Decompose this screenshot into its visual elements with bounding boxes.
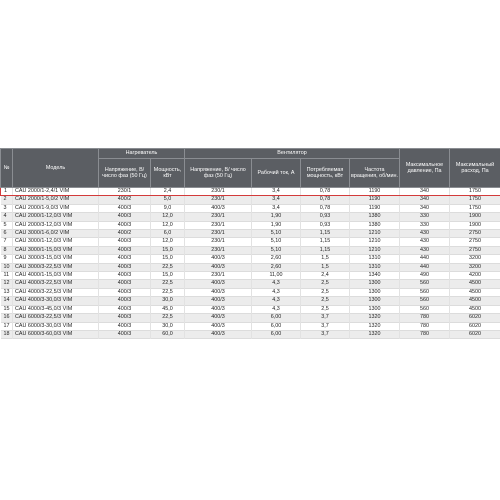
cell-fan-power: 3,7 [301, 322, 350, 330]
cell-heater-voltage: 400/3 [99, 272, 151, 280]
cell-max-pressure: 490 [400, 272, 450, 280]
cell-fan-power: 2,5 [301, 305, 350, 313]
cell-heater-voltage: 400/3 [99, 280, 151, 288]
cell-max-pressure: 560 [400, 280, 450, 288]
cell-heater-voltage: 400/3 [99, 330, 151, 338]
cell-heater-voltage: 400/3 [99, 221, 151, 229]
cell-model: CAU 2000/1-9,0/3 VIM [13, 204, 99, 212]
table-row[interactable] [1, 196, 500, 204]
cell-fan-power: 1,5 [301, 255, 350, 263]
table-row[interactable] [1, 221, 500, 229]
col-max-flow-header: Максимальный расход, Па [450, 149, 500, 188]
cell-fan-current: 6,00 [252, 322, 301, 330]
cell-fan-current: 4,3 [252, 297, 301, 305]
cell-heater-power: 9,0 [151, 204, 185, 212]
cell-fan-power: 2,5 [301, 297, 350, 305]
cell-model: CAU 6000/3-22,5/3 VIM [13, 314, 99, 322]
cell-num: 6 [1, 230, 13, 238]
cell-heater-power: 15,0 [151, 246, 185, 254]
cell-fan-speed: 1190 [350, 204, 400, 212]
cell-fan-power: 3,7 [301, 314, 350, 322]
cell-num: 15 [1, 305, 13, 313]
cell-fan-current: 4,3 [252, 280, 301, 288]
cell-max-flow: 4500 [450, 288, 500, 296]
cell-heater-power: 22,5 [151, 263, 185, 271]
cell-num: 11 [1, 272, 13, 280]
cell-heater-voltage: 400/2 [99, 230, 151, 238]
cell-num: 1 [1, 188, 13, 196]
cell-model: CAU 3000/3-22,5/3 VIM [13, 263, 99, 271]
col-heater-voltage-header: Напряжение, В/ число фаз (50 Гц) [99, 159, 151, 188]
cell-max-pressure: 430 [400, 246, 450, 254]
cell-max-pressure: 440 [400, 255, 450, 263]
cell-max-flow: 6020 [450, 322, 500, 330]
table-row[interactable] [1, 297, 500, 305]
cell-max-flow: 3200 [450, 255, 500, 263]
cell-fan-current: 3,4 [252, 196, 301, 204]
cell-heater-voltage: 400/3 [99, 246, 151, 254]
cell-heater-voltage: 400/3 [99, 297, 151, 305]
cell-fan-speed: 1300 [350, 288, 400, 296]
cell-max-pressure: 430 [400, 238, 450, 246]
cell-fan-voltage: 230/1 [185, 272, 252, 280]
cell-heater-power: 5,0 [151, 196, 185, 204]
table-row[interactable] [1, 246, 500, 254]
cell-max-flow: 2750 [450, 230, 500, 238]
cell-num: 7 [1, 238, 13, 246]
col-heater-power-header: Мощность, кВт [151, 159, 185, 188]
cell-max-pressure: 560 [400, 305, 450, 313]
cell-fan-voltage: 400/3 [185, 322, 252, 330]
cell-max-flow: 1750 [450, 188, 500, 196]
cell-max-pressure: 440 [400, 263, 450, 271]
cell-max-flow: 2750 [450, 238, 500, 246]
cell-heater-power: 12,0 [151, 221, 185, 229]
cell-max-pressure: 780 [400, 330, 450, 338]
cell-num: 9 [1, 255, 13, 263]
cell-model: CAU 3000/3-15,0/3 VIM [13, 255, 99, 263]
cell-fan-current: 1,90 [252, 213, 301, 221]
cell-fan-power: 0,78 [301, 196, 350, 204]
cell-fan-current: 2,60 [252, 263, 301, 271]
cell-fan-current: 3,4 [252, 204, 301, 212]
cell-model: CAU 4000/3-22,5/3 VIM [13, 280, 99, 288]
col-max-pressure-header: Максимальное давление, Па [400, 149, 450, 188]
cell-max-flow: 3200 [450, 263, 500, 271]
cell-num: 4 [1, 213, 13, 221]
cell-heater-voltage: 400/3 [99, 238, 151, 246]
table-row[interactable] [1, 288, 500, 296]
cell-fan-power: 0,93 [301, 213, 350, 221]
cell-model: CAU 4000/1-15,0/3 VIM [13, 272, 99, 280]
cell-fan-voltage: 400/3 [185, 255, 252, 263]
table-row[interactable] [1, 305, 500, 313]
cell-heater-voltage: 400/3 [99, 305, 151, 313]
cell-model: CAU 6000/3-60,0/3 VIM [13, 330, 99, 338]
cell-fan-speed: 1190 [350, 188, 400, 196]
cell-heater-power: 45,0 [151, 305, 185, 313]
table-row[interactable] [1, 255, 500, 263]
cell-max-flow: 6020 [450, 330, 500, 338]
cell-max-pressure: 340 [400, 196, 450, 204]
cell-fan-speed: 1380 [350, 213, 400, 221]
cell-model: CAU 2000/1-2,4/1 VIM [13, 188, 99, 196]
cell-fan-voltage: 230/1 [185, 213, 252, 221]
cell-fan-voltage: 400/3 [185, 305, 252, 313]
cell-fan-speed: 1210 [350, 246, 400, 254]
cell-fan-current: 2,60 [252, 255, 301, 263]
cell-fan-speed: 1320 [350, 322, 400, 330]
cell-num: 5 [1, 221, 13, 229]
cell-fan-speed: 1210 [350, 238, 400, 246]
cell-max-flow: 1900 [450, 213, 500, 221]
table-row[interactable] [1, 263, 500, 271]
cell-fan-current: 5,10 [252, 238, 301, 246]
cell-fan-voltage: 230/1 [185, 221, 252, 229]
cell-fan-voltage: 230/1 [185, 246, 252, 254]
cell-model: CAU 2000/1-12,0/3 VIM [13, 213, 99, 221]
cell-heater-power: 22,5 [151, 288, 185, 296]
cell-fan-voltage: 230/1 [185, 188, 252, 196]
cell-num: 2 [1, 196, 13, 204]
cell-heater-power: 30,0 [151, 297, 185, 305]
cell-heater-voltage: 400/3 [99, 322, 151, 330]
cell-fan-speed: 1320 [350, 330, 400, 338]
cell-fan-speed: 1300 [350, 297, 400, 305]
cell-model: CAU 4000/3-45,0/3 VIM [13, 305, 99, 313]
col-fan-power-header: Потребляемая мощность, кВт [301, 159, 350, 188]
cell-fan-voltage: 400/3 [185, 314, 252, 322]
heater-group-header: Нагреватель [99, 149, 185, 159]
cell-max-flow: 4500 [450, 280, 500, 288]
col-num-header: № [1, 149, 13, 188]
cell-fan-current: 5,10 [252, 246, 301, 254]
cell-fan-current: 6,00 [252, 330, 301, 338]
cell-heater-power: 2,4 [151, 188, 185, 196]
cell-max-flow: 6020 [450, 314, 500, 322]
cell-model: CAU 2000/1-5,0/2 VIM [13, 196, 99, 204]
cell-fan-power: 3,7 [301, 330, 350, 338]
cell-max-flow: 2750 [450, 246, 500, 254]
cell-fan-current: 1,90 [252, 221, 301, 229]
cell-max-flow: 1750 [450, 196, 500, 204]
cell-fan-voltage: 230/1 [185, 230, 252, 238]
cell-fan-power: 1,15 [301, 230, 350, 238]
cell-fan-voltage: 400/3 [185, 204, 252, 212]
cell-num: 12 [1, 280, 13, 288]
cell-fan-speed: 1310 [350, 263, 400, 271]
cell-heater-power: 15,0 [151, 255, 185, 263]
table-body [1, 188, 500, 339]
cell-max-flow: 1900 [450, 221, 500, 229]
cell-fan-voltage: 400/3 [185, 280, 252, 288]
cell-num: 3 [1, 204, 13, 212]
cell-heater-power: 22,5 [151, 314, 185, 322]
cell-max-pressure: 340 [400, 204, 450, 212]
cell-num: 16 [1, 314, 13, 322]
cell-fan-voltage: 400/3 [185, 330, 252, 338]
cell-heater-power: 12,0 [151, 238, 185, 246]
cell-heater-power: 30,0 [151, 322, 185, 330]
cell-heater-voltage: 230/1 [99, 188, 151, 196]
cell-heater-power: 12,0 [151, 213, 185, 221]
cell-fan-power: 0,93 [301, 221, 350, 229]
cell-fan-voltage: 230/1 [185, 196, 252, 204]
table-row[interactable] [1, 188, 500, 196]
cell-fan-power: 2,5 [301, 288, 350, 296]
col-fan-voltage-header: Напряжение, В/ число фаз (50 Гц) [185, 159, 252, 188]
cell-model: CAU 6000/3-30,0/3 VIM [13, 322, 99, 330]
cell-max-pressure: 340 [400, 188, 450, 196]
cell-max-flow: 4500 [450, 305, 500, 313]
cell-heater-power: 22,5 [151, 280, 185, 288]
cell-fan-power: 2,5 [301, 280, 350, 288]
cell-max-flow: 1750 [450, 204, 500, 212]
cell-fan-power: 0,78 [301, 188, 350, 196]
cell-num: 14 [1, 297, 13, 305]
fan-group-header: Вентилятор [185, 149, 400, 159]
cell-fan-power: 1,5 [301, 263, 350, 271]
table-row[interactable] [1, 272, 500, 280]
cell-heater-voltage: 400/3 [99, 263, 151, 271]
cell-fan-voltage: 400/3 [185, 263, 252, 271]
cell-model: CAU 2000/3-12,0/3 VIM [13, 221, 99, 229]
cell-fan-power: 2,4 [301, 272, 350, 280]
cell-max-pressure: 560 [400, 288, 450, 296]
cell-heater-power: 15,0 [151, 272, 185, 280]
cell-max-pressure: 330 [400, 213, 450, 221]
col-model-header: Модель [13, 149, 99, 188]
cell-model: CAU 4000/3-22,5/3 VIM [13, 288, 99, 296]
cell-num: 10 [1, 263, 13, 271]
cell-heater-voltage: 400/3 [99, 314, 151, 322]
table-row[interactable] [1, 213, 500, 221]
cell-fan-power: 0,78 [301, 204, 350, 212]
cell-fan-speed: 1300 [350, 305, 400, 313]
cell-max-pressure: 430 [400, 230, 450, 238]
col-fan-current-header: Рабочий ток, А [252, 159, 301, 188]
specifications-table [0, 148, 500, 339]
cell-fan-voltage: 400/3 [185, 288, 252, 296]
cell-max-pressure: 780 [400, 322, 450, 330]
cell-model: CAU 3000/1-15,0/3 VIM [13, 246, 99, 254]
cell-fan-speed: 1300 [350, 280, 400, 288]
table-row[interactable] [1, 238, 500, 246]
cell-fan-speed: 1210 [350, 230, 400, 238]
cell-fan-current: 4,3 [252, 288, 301, 296]
cell-max-pressure: 560 [400, 297, 450, 305]
cell-fan-voltage: 230/1 [185, 238, 252, 246]
table-row[interactable] [1, 230, 500, 238]
cell-num: 17 [1, 322, 13, 330]
cell-fan-current: 11,00 [252, 272, 301, 280]
table-row[interactable] [1, 280, 500, 288]
cell-fan-current: 4,3 [252, 305, 301, 313]
cell-heater-voltage: 400/3 [99, 213, 151, 221]
cell-fan-voltage: 400/3 [185, 297, 252, 305]
cell-fan-speed: 1310 [350, 255, 400, 263]
cell-max-flow: 4500 [450, 297, 500, 305]
cell-num: 18 [1, 330, 13, 338]
cell-fan-power: 1,15 [301, 246, 350, 254]
cell-heater-voltage: 400/3 [99, 255, 151, 263]
cell-max-flow: 4200 [450, 272, 500, 280]
cell-model: CAU 4000/3-30,0/3 VIM [13, 297, 99, 305]
cell-fan-speed: 1320 [350, 314, 400, 322]
cell-max-pressure: 780 [400, 314, 450, 322]
table-row[interactable] [1, 330, 500, 338]
table-row[interactable] [1, 314, 500, 322]
cell-heater-voltage: 400/2 [99, 196, 151, 204]
cell-heater-voltage: 400/3 [99, 204, 151, 212]
cell-heater-power: 6,0 [151, 230, 185, 238]
cell-fan-current: 6,00 [252, 314, 301, 322]
table-header [1, 149, 500, 188]
table-row[interactable] [1, 204, 500, 212]
cell-fan-current: 5,10 [252, 230, 301, 238]
cell-heater-voltage: 400/3 [99, 288, 151, 296]
cell-fan-speed: 1340 [350, 272, 400, 280]
table-row[interactable] [1, 322, 500, 330]
cell-num: 13 [1, 288, 13, 296]
cell-model: CAU 3000/1-12,0/3 VIM [13, 238, 99, 246]
cell-fan-speed: 1380 [350, 221, 400, 229]
col-fan-speed-header: Частота вращения, об/мин. [350, 159, 400, 188]
cell-fan-speed: 1190 [350, 196, 400, 204]
cell-max-pressure: 330 [400, 221, 450, 229]
cell-heater-power: 60,0 [151, 330, 185, 338]
cell-fan-current: 3,4 [252, 188, 301, 196]
cell-model: CAU 3000/1-6,0/2 VIM [13, 230, 99, 238]
cell-fan-power: 1,15 [301, 238, 350, 246]
cell-num: 8 [1, 246, 13, 254]
